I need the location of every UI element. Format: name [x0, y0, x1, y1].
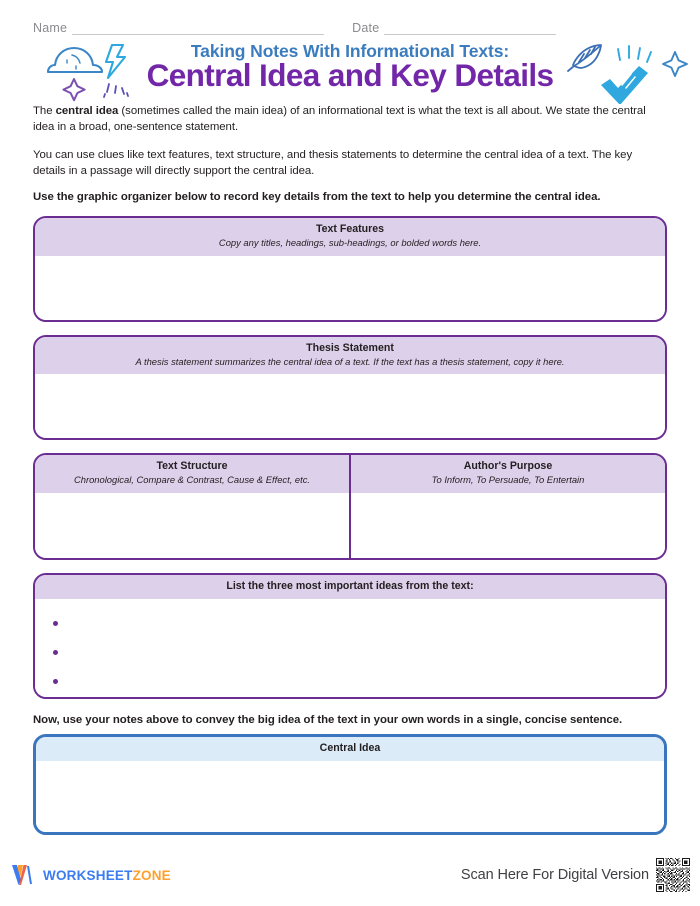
central-idea-box — [33, 734, 667, 835]
thesis-statement-header — [35, 337, 665, 374]
title-block — [0, 38, 700, 100]
date-label: Date — [352, 21, 380, 35]
intro-p1-pre: The — [33, 104, 56, 117]
text-features-title: Text Features — [315, 223, 385, 236]
intro-p1-bold-term: central idea — [55, 104, 119, 117]
bullet-dot-icon — [53, 679, 58, 684]
list-item[interactable] — [35, 667, 665, 696]
logo-text-zone: ZONE — [132, 867, 171, 883]
authors-purpose-subtitle: To Inform, To Persuade, To Entertain — [431, 474, 585, 486]
name-input-line[interactable] — [72, 23, 324, 35]
scan-cta[interactable] — [461, 858, 690, 892]
intro-text-block — [0, 103, 700, 204]
thesis-statement-subtitle: A thesis statement summarizes the central idea of a text. If the text has a thesis statement, copy it here. — [135, 355, 565, 367]
structure-purpose-box — [33, 453, 667, 559]
scan-label: Scan Here For Digital Version — [460, 867, 649, 883]
central-idea-instruction: Now, use your notes above to convey the big idea of the text in your own words in a single, concise sentence. — [33, 713, 623, 726]
date-field-group[interactable] — [352, 22, 556, 35]
text-features-answer-area[interactable] — [35, 256, 665, 320]
text-features-box — [33, 216, 667, 321]
bullet-dot-icon — [53, 650, 58, 655]
logo-mark-icon — [10, 863, 36, 887]
text-structure-title: Text Structure — [156, 460, 228, 473]
page-title: Central Idea and Key Details — [146, 56, 554, 93]
worksheet-zone-logo[interactable] — [10, 863, 171, 887]
authors-purpose-header — [351, 455, 665, 492]
authors-purpose-title: Author's Purpose — [463, 460, 553, 473]
text-features-subtitle: Copy any titles, headings, sub-headings, or bolded words here. — [218, 237, 482, 249]
logo-text-worksheet: WORKSHEET — [43, 867, 133, 883]
authors-purpose-column — [349, 455, 665, 557]
authors-purpose-answer-area[interactable] — [351, 493, 665, 558]
thesis-statement-answer-area[interactable] — [35, 374, 665, 438]
thesis-statement-title: Thesis Statement — [306, 341, 394, 354]
graphic-organizer — [0, 216, 700, 835]
bullet-dot-icon — [53, 621, 58, 626]
intro-paragraph-1 — [33, 103, 667, 135]
name-field-group[interactable] — [33, 22, 324, 35]
central-idea-title: Central Idea — [319, 741, 381, 754]
name-date-header — [0, 0, 700, 35]
thesis-statement-box — [33, 335, 667, 440]
three-ideas-header — [35, 575, 665, 599]
list-item[interactable] — [35, 609, 665, 638]
central-idea-header — [36, 737, 664, 761]
three-ideas-box — [33, 573, 667, 699]
three-ideas-answer-area — [35, 599, 665, 697]
page-footer — [0, 850, 700, 906]
date-input-line[interactable] — [384, 23, 556, 35]
intro-p1-post: (sometimes called the main idea) of an informational text is what the text is all about. We state the central idea in a broad, one-sentence statement. — [33, 104, 646, 133]
logo-text — [43, 868, 171, 883]
organizer-instruction: Use the graphic organizer below to record key details from the text to help you determine the central idea. — [33, 191, 601, 204]
text-features-header — [35, 218, 665, 255]
qr-code-icon[interactable] — [656, 858, 690, 892]
text-structure-subtitle: Chronological, Compare & Contrast, Cause & Effect, etc. — [73, 474, 311, 486]
text-structure-header — [35, 455, 349, 492]
text-structure-answer-area[interactable] — [35, 493, 349, 558]
worksheet-subtitle: Taking Notes With Informational Texts: — [190, 40, 510, 61]
intro-paragraph-2: You can use clues like text features, text structure, and thesis statements to determine the central idea of a text. The key details in a passage will directly support the central idea. — [33, 148, 633, 178]
list-item[interactable] — [35, 638, 665, 667]
three-ideas-title: List the three most important ideas from the text: — [226, 579, 474, 592]
central-idea-answer-area[interactable] — [36, 761, 664, 832]
name-label: Name — [33, 21, 68, 35]
text-structure-column — [35, 455, 349, 557]
